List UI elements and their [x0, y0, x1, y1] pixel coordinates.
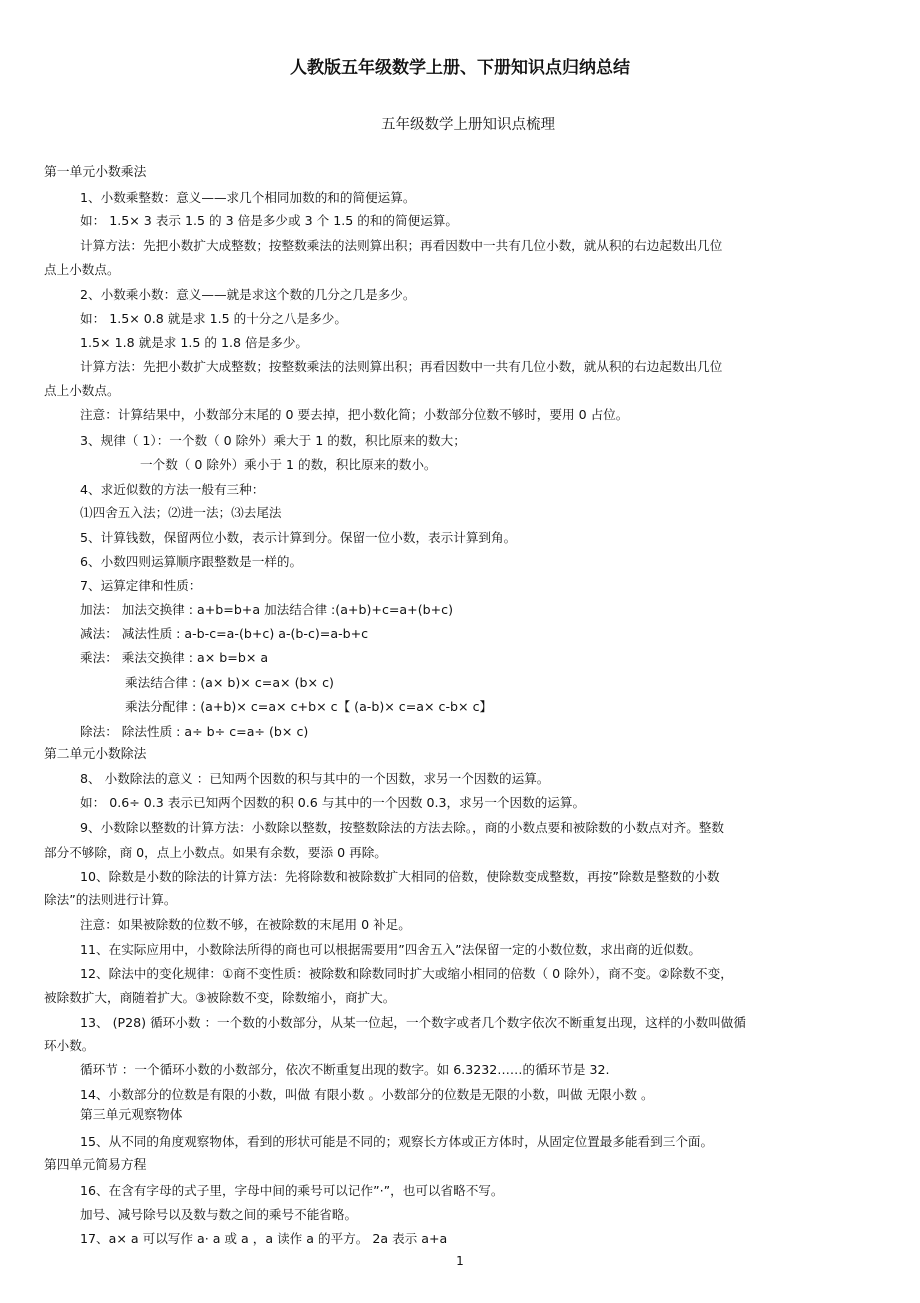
- text-line: ⑴四舍五入法；⑵进一法；⑶去尾法: [80, 505, 282, 520]
- text-line: 乘法结合律 : (a× b)× c=a× (b× c): [125, 675, 334, 690]
- text-line: 6、小数四则运算顺序跟整数是一样的。: [80, 554, 303, 569]
- text-line: 计算方法：先把小数扩大成整数；按整数乘法的法则算出积；再看因数中一共有几位小数，就从积的右边起数出几位: [80, 238, 723, 253]
- document-title: 人教版五年级数学上册、下册知识点归纳总结: [290, 58, 630, 78]
- text-line: 1、小数乘整数：意义——求几个相同加数的和的简便运算。: [80, 190, 416, 205]
- text-line: 11、在实际应用中，小数除法所得的商也可以根据需要用”四舍五入”法保留一定的小数位数，求出商的近似数。: [80, 942, 701, 957]
- text-line: 加法： 加法交换律 : a+b=b+a 加法结合律 :(a+b)+c=a+(b+c): [80, 602, 453, 617]
- text-line: 17、a× a 可以写作 a· a 或 a ，a 读作 a 的平方。 2a 表示 a+a: [80, 1231, 448, 1246]
- page-number: 1: [456, 1254, 464, 1268]
- text-line: 9、小数除以整数的计算方法：小数除以整数，按整数除法的方法去除。，商的小数点要和被除数的小数点对齐。整数: [80, 820, 724, 835]
- text-line: 8、 小数除法的意义 ：已知两个因数的积与其中的一个因数，求另一个因数的运算。: [80, 771, 550, 786]
- text-line: 部分不够除，商 0，点上小数点。如果有余数，要添 0 再除。: [44, 845, 387, 860]
- text-line: 如： 0.6÷ 0.3 表示已知两个因数的积 0.6 与其中的一个因数 0.3，求另一个因数的运算。: [80, 795, 586, 810]
- text-line: 循环节 ：一个循环小数的小数部分，依次不断重复出现的数字。如 6.3232……的循环节是 32.: [80, 1062, 610, 1077]
- text-line: 如： 1.5× 0.8 就是求 1.5 的十分之八是多少。: [80, 311, 347, 326]
- section-heading-unit-3: 第三单元观察物体: [80, 1108, 183, 1123]
- text-line: 除法： 除法性质 : a÷ b÷ c=a÷ (b× c): [80, 724, 309, 739]
- section-heading-unit-1: 第一单元小数乘法: [44, 165, 147, 180]
- text-line: 乘法分配律 : (a+b)× c=a× c+b× c【 (a-b)× c=a× c-b× c】: [125, 699, 493, 714]
- text-line: 减法： 减法性质 : a-b-c=a-(b+c) a-(b-c)=a-b+c: [80, 626, 369, 641]
- text-line: 16、在含有字母的式子里，字母中间的乘号可以记作”·”，也可以省略不写。: [80, 1183, 504, 1198]
- text-line: 注意：计算结果中，小数部分末尾的 0 要去掉，把小数化简；小数部分位数不够时，要用 0 占位。: [80, 407, 629, 422]
- text-line: 2、小数乘小数：意义——就是求这个数的几分之几是多少。: [80, 287, 416, 302]
- text-line: 如： 1.5× 3 表示 1.5 的 3 倍是多少或 3 个 1.5 的和的简便运算。: [80, 213, 458, 228]
- text-line: 一个数（ 0 除外）乘小于 1 的数，积比原来的数小。: [140, 457, 437, 472]
- text-line: 注意：如果被除数的位数不够，在被除数的末尾用 0 补足。: [80, 917, 411, 932]
- text-line: 15、从不同的角度观察物体，看到的形状可能是不同的；观察长方体或正方体时，从固定位置最多能看到三个面。: [80, 1134, 714, 1149]
- text-line: 点上小数点。: [44, 383, 120, 398]
- text-line: 加号、减号除号以及数与数之间的乘号不能省略。: [80, 1207, 358, 1222]
- text-line: 3、规律（ 1）：一个数（ 0 除外）乘大于 1 的数，积比原来的数大；: [80, 433, 466, 448]
- section-heading-unit-2: 第二单元小数除法: [44, 747, 147, 762]
- section-heading-unit-4: 第四单元简易方程: [44, 1158, 147, 1173]
- text-line: 13、 (P28) 循环小数 ：一个数的小数部分，从某一位起，一个数字或者几个数字依次不断重复出现，这样的小数叫做循: [80, 1015, 746, 1030]
- text-line: 12、除法中的变化规律：①商不变性质：被除数和除数同时扩大或缩小相同的倍数（ 0 除外），商不变。②除数不变，: [80, 966, 733, 981]
- text-line: 点上小数点。: [44, 262, 120, 277]
- text-line: 环小数。: [44, 1038, 95, 1053]
- document-subtitle: 五年级数学上册知识点梳理: [381, 117, 555, 133]
- text-line: 1.5× 1.8 就是求 1.5 的 1.8 倍是多少。: [80, 335, 309, 350]
- text-line: 乘法： 乘法交换律 : a× b=b× a: [80, 650, 269, 665]
- text-line: 7、运算定律和性质：: [80, 578, 202, 593]
- text-line: 10、除数是小数的除法的计算方法：先将除数和被除数扩大相同的倍数，使除数变成整数，再按”除数是整数的小数: [80, 869, 720, 884]
- text-line: 被除数扩大，商随着扩大。③被除数不变，除数缩小，商扩大。: [44, 990, 396, 1005]
- text-line: 5、计算钱数，保留两位小数，表示计算到分。保留一位小数，表示计算到角。: [80, 530, 517, 545]
- text-line: 14、小数部分的位数是有限的小数，叫做 有限小数 。小数部分的位数是无限的小数，叫做 无限小数 。: [80, 1087, 654, 1102]
- text-line: 4、求近似数的方法一般有三种：: [80, 482, 265, 497]
- text-line: 计算方法：先把小数扩大成整数；按整数乘法的法则算出积；再看因数中一共有几位小数，就从积的右边起数出几位: [80, 359, 723, 374]
- text-line: 除法”的法则进行计算。: [44, 892, 177, 907]
